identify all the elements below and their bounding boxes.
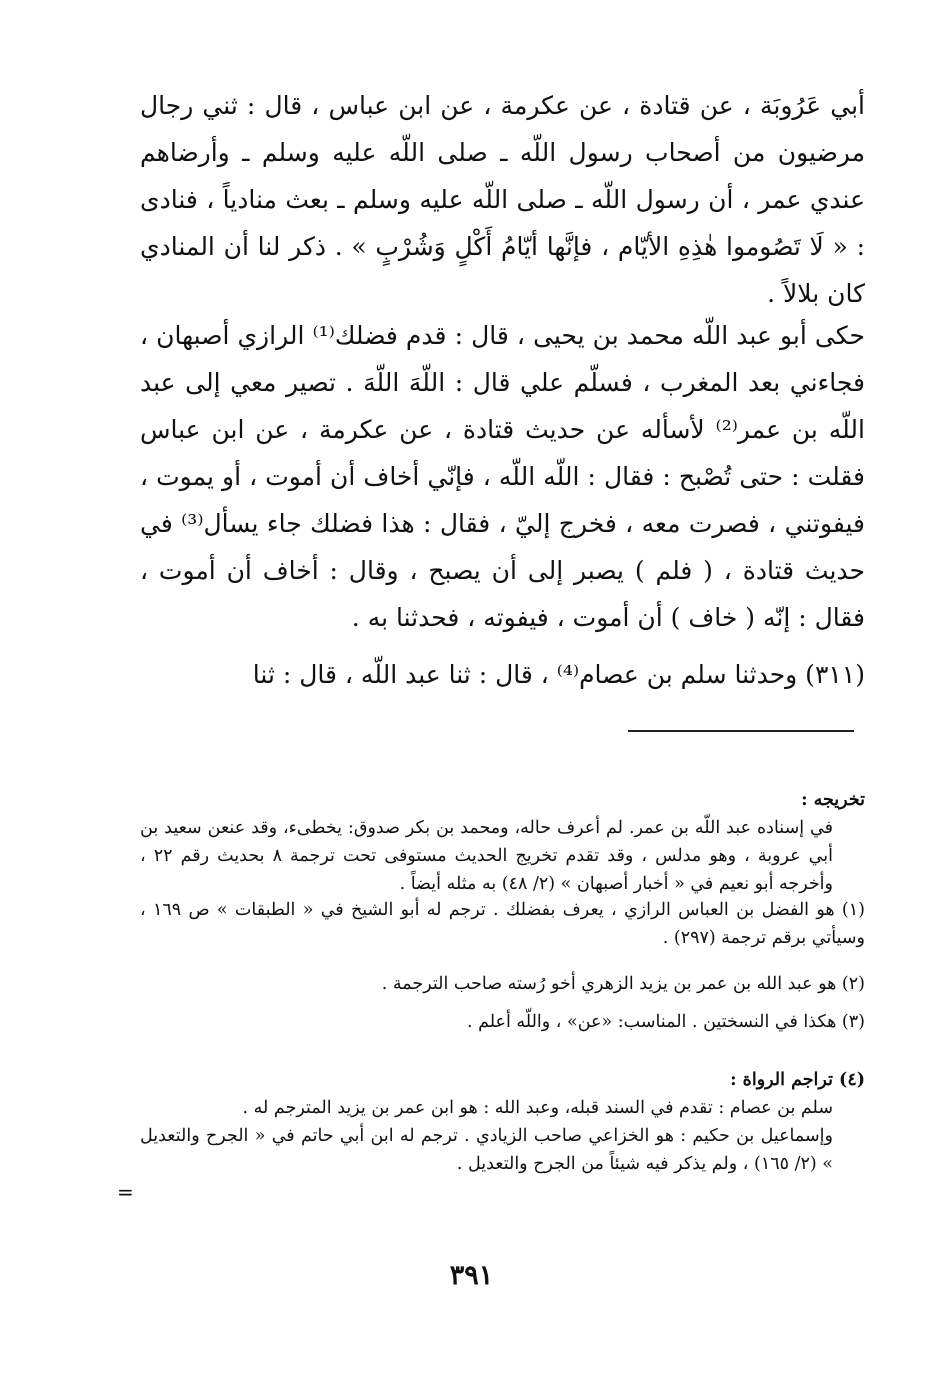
footnote-4-heading: (٤) تراجم الرواة : — [730, 1070, 865, 1090]
footnote-1 — [140, 896, 865, 952]
footnote-4-line-2: وإسماعيل بن حكيم : هو الخزاعي صاحب الزيادي . ترجم له ابن أبي حاتم في « الجرح والتعديل » (٢/ ١٦٥) ، ولم يذكر فيه شيئاً من الجرح والتعديل . — [140, 1126, 833, 1174]
footnote-4 — [140, 1066, 865, 1178]
takhrij-heading: تخريجه : — [801, 790, 865, 810]
continuation-mark: = — [117, 1180, 134, 1204]
footnote-4-line-1: سلم بن عصام : تقدم في السند قبله، وعبد الله : هو ابن عمر بن يزيد المترجم له . — [242, 1098, 833, 1118]
main-paragraph-1 — [140, 82, 865, 317]
paragraph-text: حكى أبو عبد اللّه محمد بن يحيى ، قال : قدم فضلك⁽¹⁾ الرازي أصبهان ، فجاءني بعد المغرب ، فسلّم علي قال : اللّهَ اللّهَ . تصير معي إلى عبد اللّه بن عمر⁽²⁾ لأسأله عن حديث قتادة ، عن عكرمة ، عن ابن عباس فقلت : حتى تُصْبح : فقال : اللّه اللّه ، فإنّي أخاف أن أموت ، أو يموت ، فيفوتني ، فصرت معه ، فخرج إليّ ، فقال : هذا فضلك جاء يسأل⁽³⁾ في حديث قتادة ، ( فلم ) يصبر إلى أن يصبح ، وقال : أخاف أن أموت ، فقال : إنّه ( خاف ) أن أموت ، فيفوته ، فحدثنا به . — [140, 321, 865, 632]
main-paragraph-3 — [140, 651, 865, 698]
footnote-2 — [140, 970, 865, 998]
footnote-text: (١) هو الفضل بن العباس الرازي ، يعرف بفضلك . ترجم له أبو الشيخ في « الطبقات » ص ١٦٩ ، وسيأتي برقم ترجمة (٢٩٧) . — [140, 900, 865, 948]
page-number: ٣٩١ — [449, 1260, 494, 1291]
paragraph-text: (٣١١) وحدثنا سلم بن عصام⁽⁴⁾ ، قال : ثنا عبد اللّه ، قال : ثنا — [252, 660, 865, 689]
takhrij-text: في إسناده عبد اللّه بن عمر. لم أعرف حاله، ومحمد بن بكر صدوق: يخطىء، وقد عنعن سعيد بن أبي عروبة ، وهو مدلس ، وقد تقدم تخريج الحديث مستوفى تحت ترجمة ٨ بحديث رقم ٢٢ ، وأخرجه أبو نعيم في « أخبار أصبهان » (٢/ ٤٨) به مثله أيضاً . — [140, 818, 833, 894]
footnote-separator — [628, 730, 854, 732]
takhrij-section — [140, 786, 865, 898]
paragraph-text: أبي عَرُوبَة ، عن قتادة ، عن عكرمة ، عن ابن عباس ، قال : ثني رجال مرضيون من أصحاب رسول اللّه ـ صلى اللّه عليه وسلم ـ وأرضاهم عندي عمر ، أن رسول اللّه ـ صلى اللّه عليه وسلم ـ بعث منادياً ، فنادى : « لَا تَصُوموا هٰذِهِ الأيّام ، فإنَّها أيّامُ أَكْلٍ وَشُرْبٍ » . ذكر لنا أن المنادي كان بلالاً . — [140, 91, 865, 308]
main-paragraph-2 — [140, 312, 865, 641]
footnote-3 — [140, 1008, 865, 1036]
footnote-text: (٣) هكذا في النسختين . المناسب: «عن» ، واللّه أعلم . — [466, 1012, 865, 1032]
footnote-text: (٢) هو عبد الله بن عمر بن يزيد الزهري أخو رُسته صاحب الترجمة . — [381, 974, 865, 994]
